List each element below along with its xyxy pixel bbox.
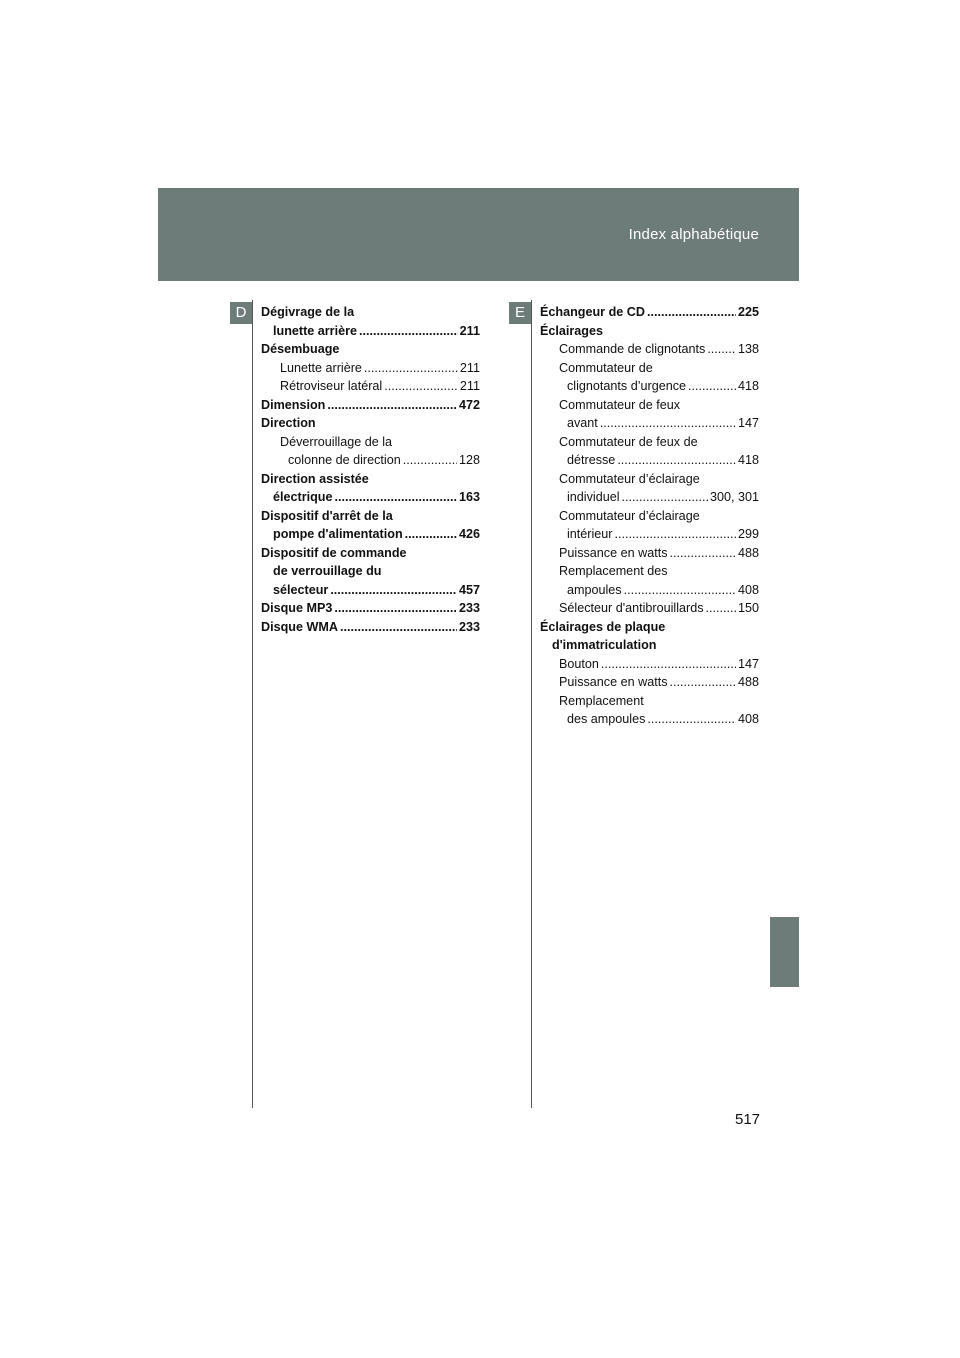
index-entry-text: Échangeur de CD	[540, 305, 645, 319]
index-entry-text: lunette arrière	[273, 323, 357, 338]
index-entry-text: pompe d'alimentation	[273, 527, 403, 541]
index-entry	[540, 636, 759, 655]
index-entry-text: de verrouillage du	[273, 564, 382, 578]
index-column-d	[261, 303, 480, 636]
index-entry-text: Puissance en watts	[559, 545, 668, 560]
leader-dots	[384, 377, 458, 396]
index-entry-page: 472	[458, 397, 480, 412]
index-entry	[540, 692, 759, 711]
index-entry-text: Déverrouillage de la	[280, 434, 393, 449]
index-entry-text: Dimension	[261, 397, 326, 412]
index-entry-page: 300, 301	[709, 490, 759, 504]
index-entry-text: des ampoules	[567, 712, 646, 726]
index-entry-text: détresse	[567, 453, 616, 467]
index-entry	[261, 377, 480, 396]
leader-dots	[707, 340, 736, 359]
index-entry	[540, 414, 759, 433]
column-divider-middle	[531, 300, 532, 1108]
leader-dots	[615, 525, 736, 544]
index-entry-text: Commutateur d’éclairage	[559, 508, 700, 523]
index-entry	[261, 488, 480, 507]
index-entry-page: 299	[737, 527, 759, 541]
index-entry-text: Dispositif de commande	[261, 545, 407, 560]
index-entry-page: 233	[458, 619, 480, 634]
index-entry	[540, 673, 759, 692]
index-entry-text: Sélecteur d'antibrouillards	[559, 601, 704, 615]
leader-dots	[359, 322, 458, 341]
index-entry-text: Disque MP3	[261, 601, 333, 615]
index-entry	[540, 562, 759, 581]
index-entry	[540, 581, 759, 600]
page-header-title: Index alphabétique	[628, 226, 759, 243]
index-entry-text: Commutateur de feux	[559, 397, 681, 412]
index-entry-page: 150	[737, 601, 759, 615]
column-divider-left	[252, 300, 253, 1108]
index-entry	[261, 525, 480, 544]
index-entry-text: Rétroviseur latéral	[280, 379, 383, 393]
leader-dots	[617, 451, 736, 470]
index-entry	[261, 414, 480, 433]
index-entry-text: Disque WMA	[261, 619, 338, 634]
index-entry-page: 128	[458, 453, 480, 467]
chapter-side-tab	[770, 917, 799, 987]
index-entry-page: 211	[459, 360, 480, 375]
index-entry-text: d'immatriculation	[552, 638, 657, 652]
leader-dots	[706, 599, 736, 618]
leader-dots	[600, 414, 736, 433]
leader-dots	[622, 488, 708, 507]
index-entry-text: Direction assistée	[261, 471, 369, 486]
index-entry-text: Commutateur de	[559, 360, 653, 375]
index-entry	[261, 562, 480, 581]
index-entry	[540, 544, 759, 563]
index-entry	[540, 599, 759, 618]
index-entry-page: 147	[737, 656, 759, 671]
index-entry	[540, 340, 759, 359]
index-entry	[261, 433, 480, 452]
index-entry	[540, 525, 759, 544]
leader-dots	[327, 396, 457, 415]
index-entry-text: Dégivrage de la	[261, 305, 355, 319]
index-entry-text: individuel	[567, 490, 620, 504]
index-entry	[540, 322, 759, 341]
index-entry-text: sélecteur	[273, 582, 329, 597]
index-entry-text: Dispositif d'arrêt de la	[261, 508, 393, 523]
leader-dots	[364, 359, 458, 378]
index-column-e	[540, 303, 759, 729]
index-entry	[540, 359, 759, 378]
index-entry-text: avant	[567, 416, 598, 430]
leader-dots	[330, 581, 457, 600]
leader-dots	[647, 710, 736, 729]
leader-dots	[670, 544, 736, 563]
index-entry-text: Bouton	[559, 656, 599, 671]
index-entry	[261, 581, 480, 600]
page-number: 517	[735, 1111, 761, 1128]
index-entry	[261, 618, 480, 637]
index-entry-text: Puissance en watts	[559, 675, 668, 689]
index-entry-text: Lunette arrière	[280, 360, 362, 375]
index-entry-page: 233	[458, 601, 480, 615]
index-entry	[261, 340, 480, 359]
index-entry	[261, 544, 480, 563]
index-entry	[540, 618, 759, 637]
index-entry-text: Commutateur d’éclairage	[559, 471, 700, 486]
index-entry-page: 426	[458, 527, 480, 541]
leader-dots	[335, 488, 457, 507]
index-entry	[540, 377, 759, 396]
index-entry-text: Remplacement	[559, 693, 644, 708]
index-entry-page: 138	[737, 342, 759, 356]
index-entry	[261, 451, 480, 470]
index-entry-page: 488	[737, 545, 759, 560]
index-entry	[540, 433, 759, 452]
section-letter-e: E	[509, 302, 531, 324]
index-entry-text: Désembuage	[261, 342, 340, 356]
index-entry	[540, 451, 759, 470]
index-entry	[261, 396, 480, 415]
index-entry-text: Éclairages de plaque	[540, 619, 666, 634]
index-entry	[261, 359, 480, 378]
section-letter-d: D	[230, 302, 252, 324]
index-entry	[540, 303, 759, 322]
index-entry-page: 408	[737, 712, 759, 726]
index-entry	[261, 322, 480, 341]
leader-dots	[647, 303, 736, 322]
index-entry	[540, 470, 759, 489]
page-header-band	[158, 188, 799, 281]
index-entry	[261, 303, 480, 322]
index-entry-text: clignotants d’urgence	[567, 379, 687, 393]
index-entry-text: intérieur	[567, 527, 613, 541]
index-entry-page: 211	[459, 379, 480, 393]
index-entry-text: Commutateur de feux de	[559, 434, 698, 449]
index-entry-page: 211	[459, 323, 480, 338]
leader-dots	[624, 581, 736, 600]
index-entry-page: 163	[458, 490, 480, 504]
index-entry	[540, 710, 759, 729]
leader-dots	[340, 618, 457, 637]
index-entry-page: 418	[737, 379, 759, 393]
index-entry	[540, 655, 759, 674]
index-entry-text: ampoules	[567, 582, 622, 597]
leader-dots	[670, 673, 736, 692]
index-entry-page: 147	[737, 416, 759, 430]
leader-dots	[601, 655, 736, 674]
index-entry	[540, 488, 759, 507]
index-entry-page: 488	[737, 675, 759, 689]
index-entry-text: Commande de clignotants	[559, 342, 706, 356]
leader-dots	[688, 377, 736, 396]
index-entry-text: colonne de direction	[288, 453, 401, 467]
leader-dots	[405, 525, 457, 544]
index-entry	[540, 396, 759, 415]
index-entry	[540, 507, 759, 526]
index-entry-page: 225	[737, 305, 759, 319]
index-entry-text: Remplacement des	[559, 564, 668, 578]
leader-dots	[334, 599, 457, 618]
index-entry	[261, 507, 480, 526]
index-entry-text: Éclairages	[540, 323, 604, 338]
index-entry-page: 457	[458, 582, 480, 597]
index-entry	[261, 599, 480, 618]
index-entry-text: Direction	[261, 416, 316, 430]
index-entry-page: 408	[737, 582, 759, 597]
index-entry-text: électrique	[273, 490, 333, 504]
leader-dots	[403, 451, 457, 470]
index-entry-page: 418	[737, 453, 759, 467]
index-entry	[261, 470, 480, 489]
